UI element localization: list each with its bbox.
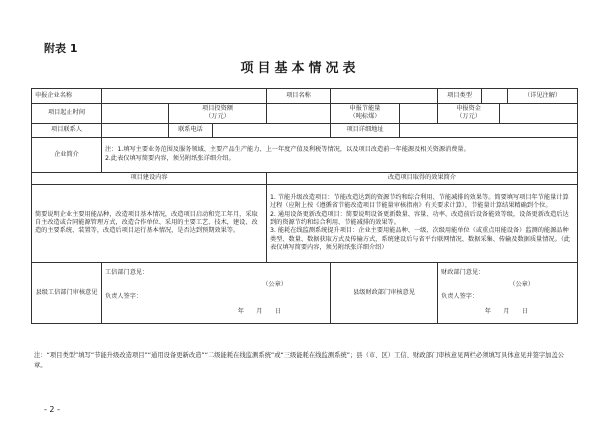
table-row [32, 172, 578, 184]
project-name-field[interactable] [331, 89, 438, 104]
effect-header: 改造项目取得的效果简介 [267, 172, 578, 184]
phone-field[interactable] [213, 123, 331, 137]
address-label: 项目详细地址 [331, 123, 400, 137]
county-industry-opinion[interactable]: 工信部门意见： （公章） 负责人签字： 年 月 日 [102, 262, 331, 323]
company-intro-note: 注：1.填写主要业务范围及服务领域、主要产品生产能力、上一年度产值及利税等情况，以及项目改造前一年能源及相关资源消费量。 2.此表仅填写简要内容，须另附纸张详细介绍。 [102, 137, 578, 172]
effect-content: 1. 节能升级改造项目：节能改造达到的资源节约和综合利用、节能减排的效果等。简要填写项目年节能量计算过程（应附上按《遵循省节能改造项目节能量审核指南》有关要求计算），节能量计算结果精确到个位。 2. 通用设备更新改造项目：简要说明设备更新数量、容量、功率、改造前后设备能效等级，设备更新改造后达到的资源节约和综合利用、节能减排的效果等。 3. 能耗在线监测系统提升项目：企业主要用能品种、一级、次级用能单位（或重点用能设备）监测的能源品种类型、数量、数据获取方式及传输方式，系统建设后与省平台联网情况、数据采集、传输及数据质量情况。（此表仅填写简要内容，须另附纸张详细介绍） [267, 184, 578, 262]
project-type-field[interactable] [482, 89, 508, 104]
investment-label: 项目投资额 （万元） [169, 104, 267, 124]
construction-header: 项目建设内容 [32, 172, 267, 184]
company-name-field[interactable] [102, 89, 267, 104]
table-row [32, 89, 578, 104]
date-label: 年 月 日 [484, 308, 529, 316]
county-industry-label: 县级工信部门审核意见 [32, 262, 102, 323]
footnote: 注：“项目类型”填写“节能升级改造项目”“通用设备更新改造”“二级能耗在线监测系统”或“三级能耗在线监测系统”；县（市、区）工信、财政部门审核意见两栏必须填写具体意见并签字加盖公章。 [34, 352, 565, 369]
county-finance-opinion[interactable]: 财政部门意见： （公章） 负责人签字： 年 月 日 [438, 262, 578, 323]
start-end-time-field[interactable] [102, 104, 169, 124]
funding-field[interactable] [500, 104, 578, 124]
seal-text: （公章） [262, 281, 287, 289]
date-label: 年 月 日 [237, 308, 281, 316]
signer-label: 负责人签字： [441, 292, 479, 300]
project-type-label: 项目类型 [438, 89, 482, 104]
form-title: 项目基本情况表 [240, 61, 360, 76]
energy-saving-label: 申报节能量 （吨标煤） [331, 104, 400, 124]
table-row [32, 137, 578, 172]
attachment-label: 附表 1 [44, 42, 78, 55]
county-finance-label: 县级财政部门审核意见 [331, 262, 438, 323]
construction-content: 简要说明企业主要用能品种，改造项目基本情况，改造项目启动和完工年月，采取自主改造或合同能源管理方式，改造合作单位、采用的主要工艺、技术，建设、改造的主要系统、装置等，改造后项目运行基本情况，是否达到预期效果等。 [32, 184, 267, 262]
contact-field[interactable] [102, 123, 169, 137]
address-field[interactable] [400, 123, 578, 137]
table-row [32, 123, 578, 137]
energy-saving-field[interactable] [400, 104, 438, 124]
company-intro-label: 企业简介 [32, 137, 102, 172]
table-row [32, 184, 578, 262]
phone-label: 联系电话 [169, 123, 213, 137]
contact-label: 项目联系人 [32, 123, 102, 137]
company-name-label: 申报企业名称 [32, 89, 102, 104]
seal-text: （公章） [509, 281, 535, 289]
investment-field[interactable] [267, 104, 331, 124]
funding-label: 申报资金 （万元） [438, 104, 500, 124]
table-row [32, 262, 578, 323]
start-end-time-label: 项目起止时间 [32, 104, 102, 124]
project-name-label: 项目名称 [267, 89, 331, 104]
project-info-form [31, 88, 577, 324]
signer-label: 负责人签字： [105, 292, 143, 300]
table-row [32, 104, 578, 124]
project-type-hint: （详见注解） [508, 89, 578, 104]
page-number: - 2 - [44, 405, 60, 414]
